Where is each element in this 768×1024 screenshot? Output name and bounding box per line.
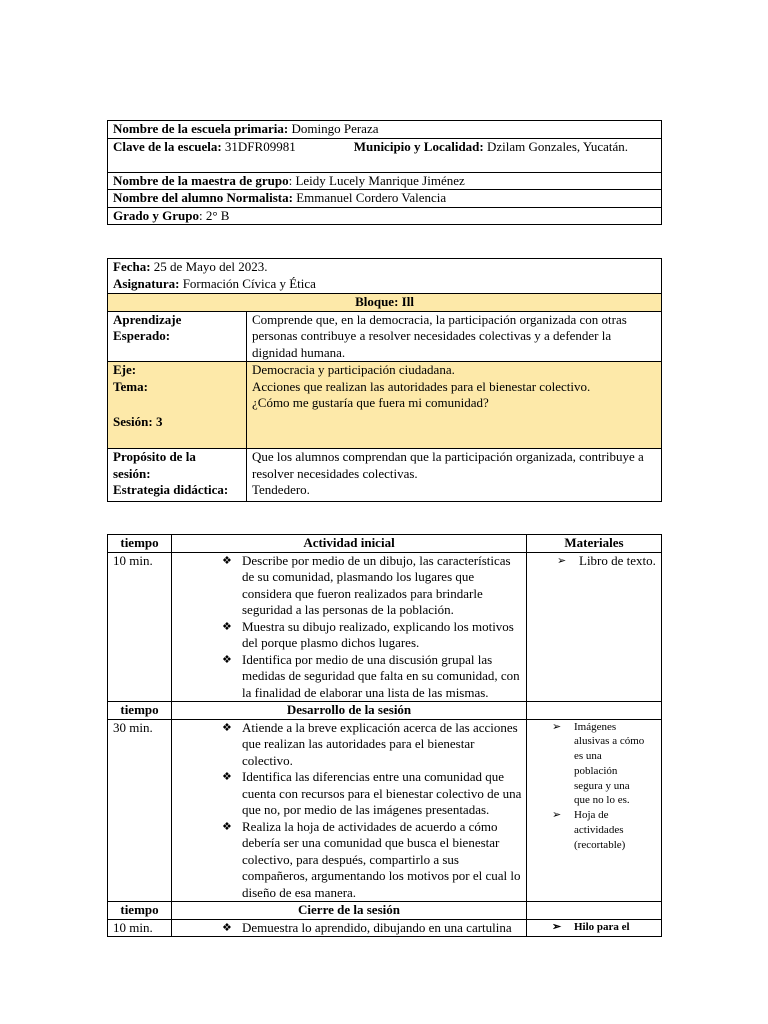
list-item: ❖ Atiende a la breve explicación acerca de las acciones que realizan las autoridades para el bienestar colectivo. (222, 720, 522, 770)
list-item: ❖ Muestra su dibujo realizado, explicando los motivos del porque plasmo dichos lugares. (222, 619, 522, 652)
materials-header: Materiales (564, 535, 624, 550)
session-info-table (107, 258, 662, 502)
material-item: ➢ Libro de texto. (557, 553, 656, 570)
block-title: Bloque: Ill (355, 294, 414, 309)
strategy-label: Estrategia didáctica: (113, 482, 229, 497)
topic-value: Acciones que realizan las autoridades para el bienestar colectivo. (252, 378, 591, 394)
learning-value: Comprende que, en la democracia, la participación organizada con otras personas contribuye a resolver necesidades colectivas y a defender la dignidad humana. (247, 311, 662, 362)
school-name-row (108, 121, 662, 139)
subject-label: Asignatura: (113, 275, 180, 291)
grade-row (108, 207, 662, 225)
start-activities (177, 553, 522, 702)
list-item: ❖ Identifica las diferencias entre una comunidad que cuenta con recursos para el bienestar colectivo de una que no, por medio de las imágenes presentadas. (222, 769, 522, 819)
teacher-row (108, 172, 662, 190)
development-row (108, 719, 662, 902)
question-value: ¿Cómo me gustaría que fuera mi comunidad? (252, 395, 489, 410)
development-materials (532, 720, 656, 853)
block-row (108, 294, 662, 312)
purpose-value: Que los alumnos comprendan que la participación organizada, contribuye a resolver necesidades colectivas. (252, 449, 644, 481)
development-time: 30 min. (108, 719, 172, 902)
activities-table (107, 534, 662, 937)
date-label: Fecha: (113, 259, 151, 274)
list-item: ❖ Describe por medio de un dibujo, las características de su comunidad, plasmando los lugares que considera que fueron realizados para brindarle seguridad a las personas de la población. (222, 553, 522, 619)
start-time: 10 min. (108, 552, 172, 702)
date-value: 25 de Mayo del 2023. (150, 259, 268, 274)
closing-activities (177, 920, 522, 937)
axis-value: Democracia y participación ciudadana. (252, 362, 455, 377)
school-code-label: Clave de la escuela: (113, 138, 222, 154)
strategy-value: Tendedero. (252, 482, 310, 497)
material-item: ➢ Hilo para el (552, 920, 656, 935)
list-item: ❖ Demuestra lo aprendido, dibujando en una cartulina (222, 920, 522, 937)
closing-title: Cierre de la sesión (298, 902, 400, 917)
school-name-label: Nombre de la escuela primaria: (113, 121, 289, 136)
municipality-label: Municipio y Localidad: (353, 138, 484, 154)
date-subject-row (108, 259, 662, 294)
start-row (108, 552, 662, 702)
start-materials (532, 553, 656, 570)
list-item: ❖ Identifica por medio de una discusión grupal las medidas de seguridad que falta en su comunidad, con la finalidad de elaborar una lista de las mismas. (222, 652, 522, 702)
topic-label: Tema: (113, 378, 148, 394)
closing-time: 10 min. (108, 919, 172, 937)
closing-header-row (108, 902, 662, 920)
purpose-label-2: sesión: (113, 465, 151, 481)
subject-value: Formación Cívica y Ética (179, 275, 316, 291)
student-label: Nombre del alumno Normalista: (113, 190, 293, 205)
session-label: Sesión: 3 (113, 414, 163, 429)
closing-materials (532, 920, 656, 935)
development-header-row (108, 702, 662, 720)
development-activities (177, 720, 522, 902)
municipality-value: Dzilam Gonzales, Yucatán. (483, 138, 629, 154)
time-header: tiempo (120, 902, 159, 917)
development-title: Desarrollo de la sesión (286, 702, 412, 717)
start-header-row (108, 535, 662, 553)
learning-label-1: Aprendizaje (113, 311, 182, 327)
time-header: tiempo (120, 702, 159, 717)
student-row (108, 190, 662, 208)
purpose-label-1: Propósito de la (113, 449, 196, 464)
school-code-row (108, 138, 662, 172)
axis-topic-row (108, 362, 662, 449)
learning-row (108, 311, 662, 362)
list-item: ❖ Realiza la hoja de actividades de acuerdo a cómo debería ser una comunidad que busca el bienestar colectivo, para después, compartirlo a sus compañeros, argumentando los motivos por el cual lo diseño de esa manera. (222, 819, 522, 902)
teacher-label: Nombre de la maestra de grupo (113, 172, 289, 188)
school-name-value: Domingo Peraza (288, 121, 379, 136)
purpose-row (108, 449, 662, 502)
time-header: tiempo (120, 535, 159, 550)
learning-label-2: Esperado: (113, 328, 171, 343)
school-code-value: 31DFR09981 (221, 138, 296, 154)
material-item: ➢ Imágenes alusivas a cómo es una población segura y una que no lo es. (552, 720, 646, 809)
start-title: Actividad inicial (303, 535, 395, 550)
axis-label: Eje: (113, 362, 137, 377)
school-info-table (107, 120, 662, 225)
student-value: Emmanuel Cordero Valencia (292, 190, 447, 205)
teacher-value: : Leidy Lucely Manrique Jiménez (288, 172, 465, 188)
material-item: ➢ Hoja de actividades (recortable) (552, 808, 646, 852)
closing-row (108, 919, 662, 937)
grade-label: Grado y Grupo (113, 207, 199, 223)
grade-value: : 2° B (198, 207, 230, 223)
